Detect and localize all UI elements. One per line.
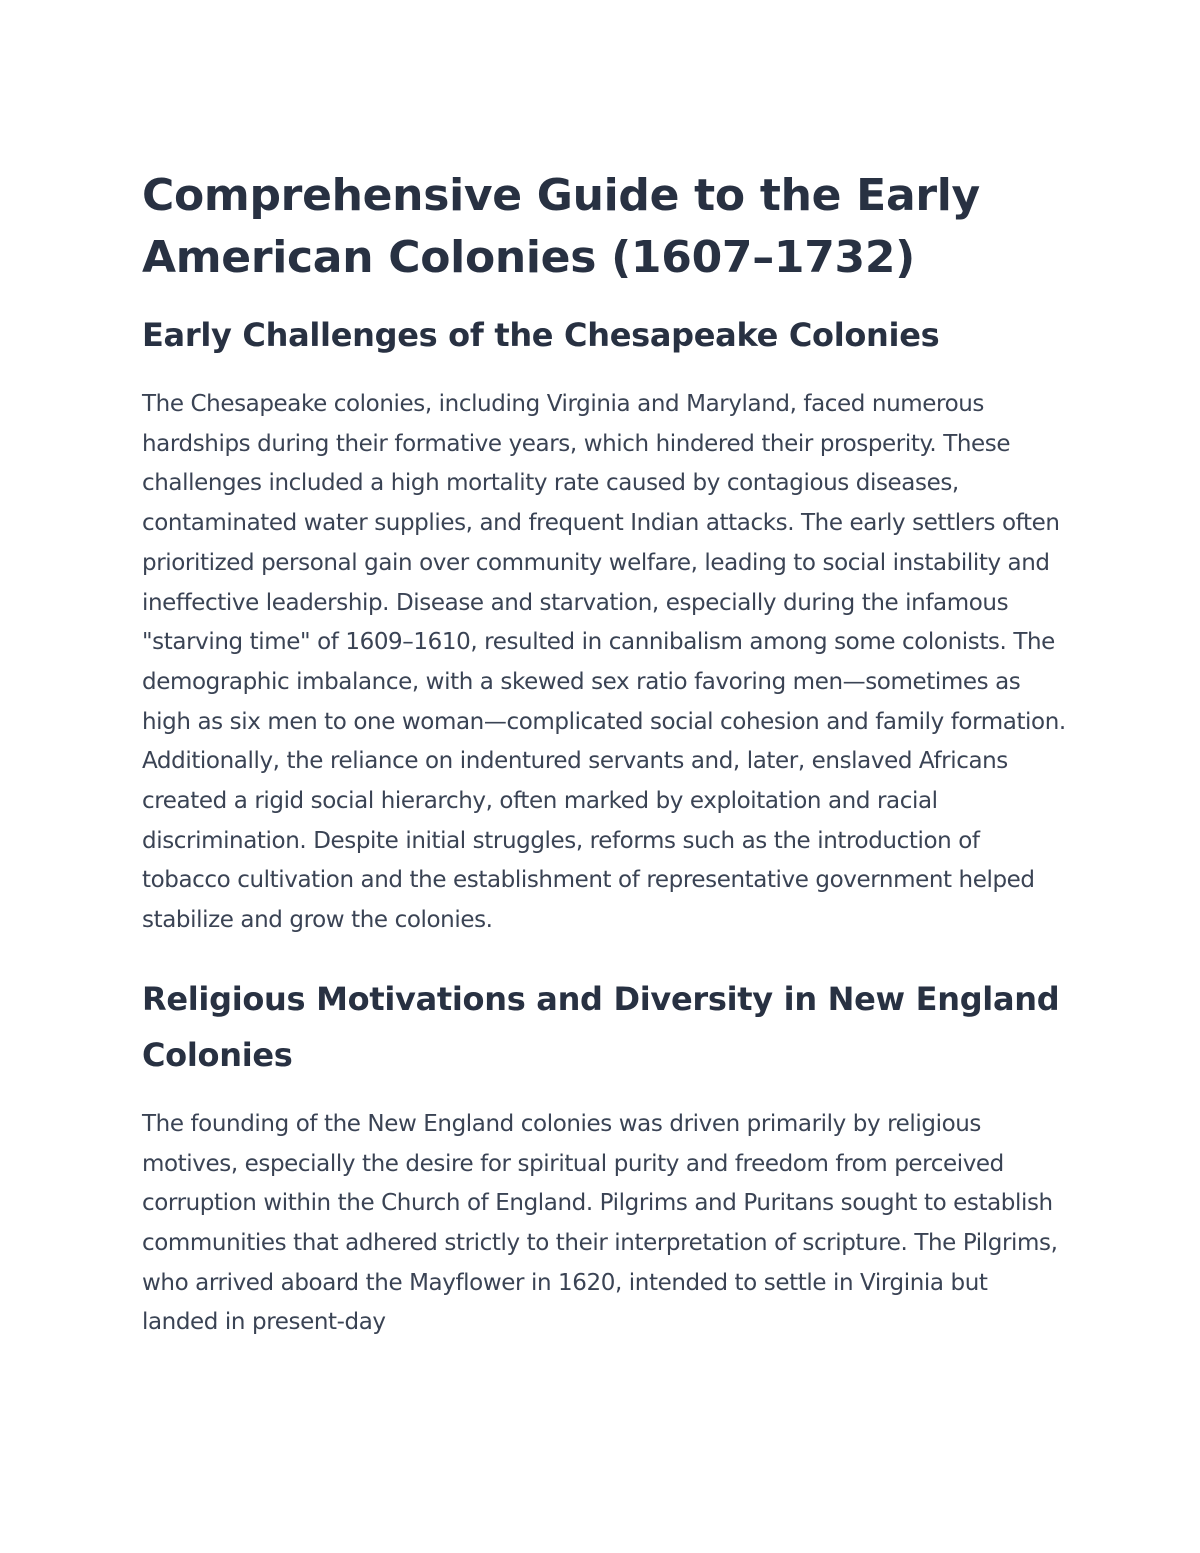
document-title: Comprehensive Guide to the Early American Colonies (1607–1732)	[142, 170, 980, 283]
section-body-new-england: The founding of the New England colonies was driven primarily by religious motives, especially the desire for spiritual purity and freedom from perceived corruption within the Church of England. Pilgrims and Puritans sought to establish communities that adhered strictly to their interpretation of scripture. The Pilgrims, who arrived aboard the Mayflower in 1620, intended to settle in Virginia but landed in present-day	[142, 1110, 1058, 1336]
section-heading-chesapeake: Early Challenges of the Chesapeake Colonies	[142, 316, 940, 354]
document-page	[142, 165, 1067, 1343]
section-heading-new-england: Religious Motivations and Diversity in New England Colonies	[142, 979, 1060, 1074]
section-body-chesapeake: The Chesapeake colonies, including Virginia and Maryland, faced numerous hardships during their formative years, which hindered their prosperity. These challenges included a high mortality rate caused by contagious diseases, contaminated water supplies, and frequent Indian attacks. The early settlers often prioritized personal gain over community welfare, leading to social instability and ineffective leadership. Disease and starvation, especially during the infamous "starving time" of 1609–1610, resulted in cannibalism among some colonists. The demographic imbalance, with a skewed sex ratio favoring men—sometimes as high as six men to one woman—complicated social cohesion and family formation. Additionally, the reliance on indentured servants and, later, enslaved Africans created a rigid social hierarchy, often marked by exploitation and racial discrimination. Despite initial struggles, reforms such as the introduction of tobacco cultivation and the establishment of representative government helped stabilize and grow the colonies.	[142, 391, 1066, 934]
